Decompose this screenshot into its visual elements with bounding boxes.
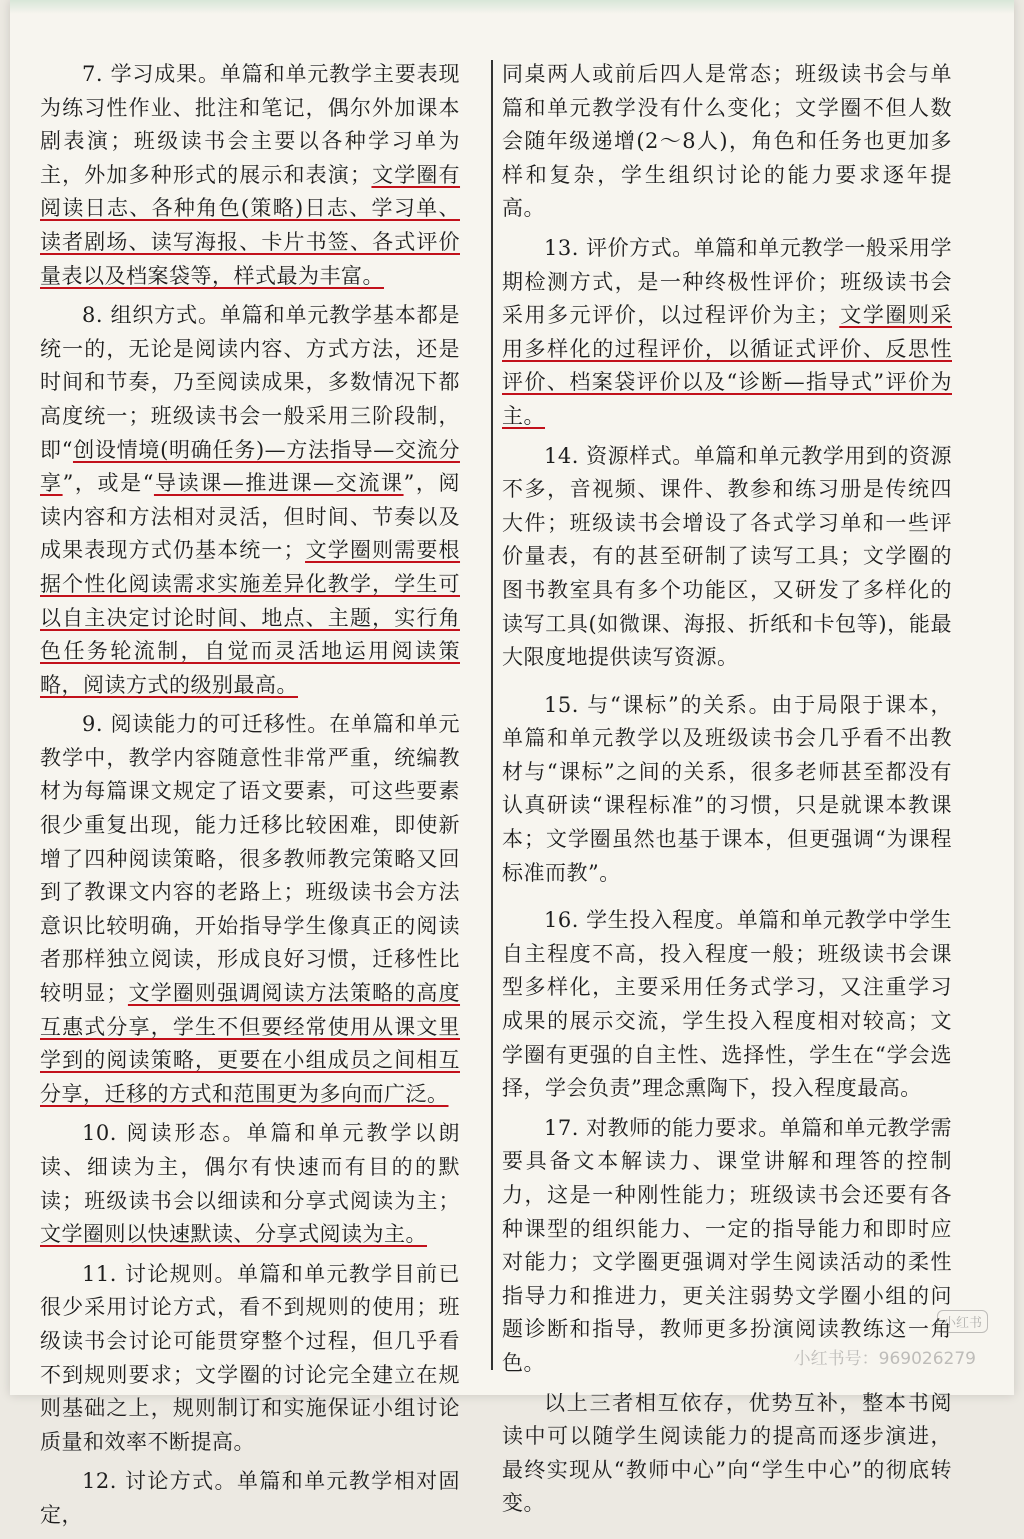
body-text: 9. 阅读能力的可迁移性。在单篇和单元教学中，教学内容随意性非常严重，统编教材为每篇课文规定了语文要素，可这些要素很少重复出现，能力迁移比较困难，即使新增了四种阅读策略，很多教师教完策略又回到了教课文内容的老路上；班级读书会方法意识比较明确，开始指导学生像真正的阅读者那样独立阅读，形成良好习惯，迁移性比较明显； — [40, 712, 460, 1006]
page-top-band — [10, 0, 1014, 14]
paragraph-p12 — [40, 1465, 460, 1532]
body-text: 11. 讨论规则。单篇和单元教学目前已很少采用讨论方式，看不到规则的使用；班级读书会讨论可能贯穿整个过程，但几乎看不到规则要求；文学圈的讨论完全建立在规则基础之上，规则制订和实施保证小组讨论质量和效率不断提高。 — [40, 1261, 460, 1454]
body-text: ”，阅读内容和方法相对灵活，但时间、节奏以及成果表现方式仍基本统一； — [40, 471, 460, 563]
column-divider — [491, 60, 493, 1370]
body-text: 13. 评价方式。单篇和单元教学一般采用学期检测方式，是一种终极性评价；班级读书会采用多元评价，以过程评价为主； — [502, 235, 952, 328]
paragraph-p13 — [502, 232, 952, 434]
body-text: 同桌两人或前后四人是常态；班级读书会与单篇和单元教学没有什么变化；文学圈不但人数会随年级递增(2～8人)，角色和任务也更加多样和复杂，学生组织讨论的能力要求逐年提高。 — [502, 62, 952, 221]
paragraph-p11 — [40, 1258, 460, 1460]
body-text: 14. 资源样式。单篇和单元教学用到的资源不多，音视频、课件、教参和练习册是传统四大件；班级读书会增设了各式学习单和一些评价量表，有的甚至研制了读写工具；文学圈的图书教室具有多个功能区，又研发了多样化的读写工具(如微课、海报、折纸和卡包等)，能最大限度地提供读写资源。 — [502, 443, 952, 670]
paragraph-p12b — [502, 58, 952, 226]
body-text: 以上三者相互依存，优势互补，整本书阅读中可以随学生阅读能力的提高而逐步演进，最终实现从“教师中心”向“学生中心”的彻底转变。 — [502, 1390, 952, 1516]
underlined-text: 文学圈则强调阅读方法策略的高度互惠式分享，学生不但要经常使用从课文里学到的阅读策略，更要在小组成员之间相互分享，迁移的方式和范围更为多向而广泛。 — [40, 981, 461, 1106]
body-text: 8. 组织方式。单篇和单元教学基本都是统一的，无论是阅读内容、方式方法，还是时间和节奏，乃至阅读成果，多数情况下都高度统一；班级读书会一般采用三阶段制，即“ — [40, 303, 460, 462]
body-text: 16. 学生投入程度。单篇和单元教学中学生自主程度不高，投入程度一般；班级读书会课型多样化，主要采用任务式学习，又注重学习成果的展示交流，学生投入程度相对较高；文学圈有更强的自主性、选择性，学生在“学会选择，学会负责”理念熏陶下，投入程度最高。 — [502, 908, 952, 1101]
underlined-text: 文学圈有阅读日志、各种角色(策略)日志、学习单、读者剧场、读写海报、卡片书签、各式评价量表以及档案袋等，样式最为丰富。 — [40, 162, 461, 288]
body-text: 7. 学习成果。单篇和单元教学主要表现为练习性作业、批注和笔记，偶尔外加课本剧表演；班级读书会主要以各种学习单为主，外加多种形式的展示和表演； — [40, 62, 460, 187]
underlined-text: 文学圈则以快速默读、分享式阅读为主。 — [40, 1222, 427, 1247]
paragraph-p18 — [502, 1387, 952, 1521]
paragraph-p8 — [40, 299, 460, 702]
body-text: 15. 与“课标”的关系。由于局限于课本，单篇和单元教学以及班级读书会几乎看不出教材与“课标”之间的关系，很多老师甚至都没有认真研读“课程标准”的习惯，只是就课本教课本；文学圈虽然也基于课本，但更强调“为课程标准而教”。 — [502, 692, 952, 885]
book-page — [10, 0, 1014, 1527]
body-text: 17. 对教师的能力要求。单篇和单元教学需要具备文本解读力、课堂讲解和理答的控制力，这是一种刚性能力；班级读书会还要有各种课型的组织能力、一定的指导能力和即时应对能力；文学圈更强调对学生阅读活动的柔性指导力和推进力，更关注弱势文学圈小组的问题诊断和指导，教师更多扮演阅读教练这一角色。 — [502, 1115, 952, 1375]
paragraph-p16 — [502, 904, 952, 1106]
underlined-text: 文学圈则需要根据个性化阅读需求实施差异化教学，学生可以自主决定讨论时间、地点、主题，实行角色任务轮流制，自觉而灵活地运用阅读策略，阅读方式的级别最高。 — [40, 538, 461, 697]
watermark-id: 小红书号：969026279 — [793, 1349, 976, 1369]
underlined-text: 创设情境(明确任务)—方法指导—交流分享 — [40, 437, 460, 496]
watermark-logo: 小红书 — [937, 1310, 988, 1333]
paragraph-p7 — [40, 58, 460, 293]
underlined-text: 导读课—推进课—交流课 — [153, 471, 404, 496]
body-text: 12. 讨论方式。单篇和单元教学相对固定， — [40, 1469, 460, 1527]
paragraph-p15 — [502, 689, 952, 891]
paragraph-p14 — [502, 440, 952, 675]
body-text: 10. 阅读形态。单篇和单元教学以朗读、细读为主，偶尔有快速而有目的的默读；班级读书会以细读和分享式阅读为主； — [40, 1121, 460, 1213]
body-text: ”，或是“ — [62, 471, 154, 496]
underlined-text: 文学圈则采用多样化的过程评价，以循证式评价、反思性评价、档案袋评价以及“诊断—指导式”评价为主。 — [502, 303, 953, 428]
left-column — [40, 58, 460, 1539]
right-column — [502, 58, 952, 1527]
paragraph-p17 — [502, 1112, 952, 1381]
paragraph-p9 — [40, 708, 460, 1111]
paragraph-p10 — [40, 1117, 460, 1251]
